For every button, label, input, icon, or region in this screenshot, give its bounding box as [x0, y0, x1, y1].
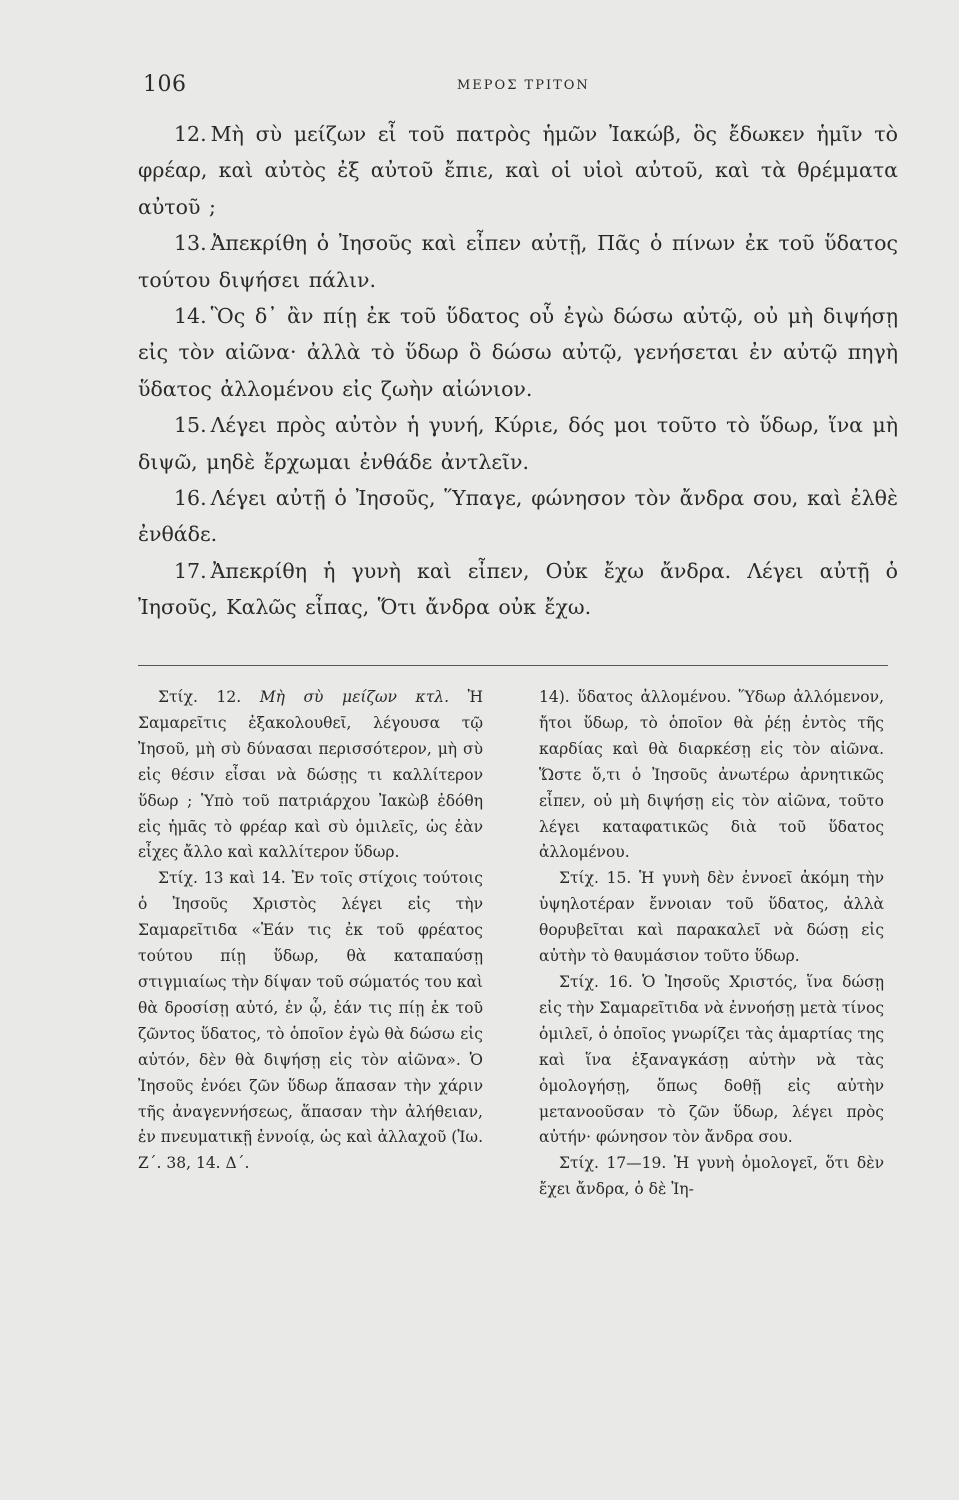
page-header [0, 72, 959, 102]
page-number: 106 [143, 72, 187, 97]
commentary-right-column [539, 685, 884, 1203]
note-verse-15: Στίχ. 15. Ἡ γυνὴ δὲν ἐννοεῖ ἀκόμη τὴν ὑψηλοτέραν ἔννοιαν τοῦ ὕδατος, ἀλλὰ θορυβεῖται καὶ παρακαλεῖ νὰ δώσῃ εἰς αὐτὴν τὸ θαυμάσιον τοῦτο ὕδωρ. [539, 869, 885, 966]
commentary-left-column [138, 685, 483, 1177]
verse-15: 15. Λέγει πρὸς αὐτὸν ἡ γυνή, Κύριε, δός μοι τοῦτο τὸ ὕδωρ, ἵνα μὴ διψῶ, μηδὲ ἔρχωμαι ἐνθάδε ἀντλεῖν. [138, 413, 898, 474]
running-title: ΜΕΡΟΣ ΤΡΙΤΟΝ [457, 78, 590, 93]
verse-13: 13. Ἀπεκρίθη ὁ Ἰησοῦς καὶ εἶπεν αὐτῇ, Πᾶς ὁ πίνων ἐκ τοῦ ὕδατος τούτου διψήσει πάλιν. [138, 231, 898, 292]
verse-17: 17. Ἀπεκρίθη ἡ γυνὴ καὶ εἶπεν, Οὐκ ἔχω ἄνδρα. Λέγει αὐτῇ ὁ Ἰησοῦς, Καλῶς εἶπας, Ὅτι ἄνδρα οὐκ ἔχω. [138, 558, 898, 620]
note-verse-13-14: Στίχ. 13 καὶ 14. Ἐν τοῖς στίχοις τούτοις ὁ Ἰησοῦς Χριστὸς λέγει εἰς τὴν Σαμαρεῖτιδα «Ἐάν τις ἐκ τοῦ φρέατος τούτου πίῃ ὕδωρ, θὰ καταπαύσῃ στιγμιαίως τὴν δίψαν τοῦ σώματός του καὶ θὰ δροσίσῃ αὐτό, ἐν ᾧ, ἐάν τις πίῃ ἐκ τοῦ ζῶντος ὕδατος, τὸ ὁποῖον ἐγὼ θὰ δώσω εἰς αὐτόν, δὲν θὰ διψήσῃ εἰς τὸν αἰῶνα». Ὁ Ἰησοῦς ἐνόει ζῶν ὕδωρ ἅπασαν τὴν χάριν τῆς ἀναγεννήσεως, ἅπασαν τὴν ἀλήθειαν, ἐν πνευματικῇ ἐννοίᾳ, ὡς καὶ ἀλλαχοῦ (Ἰω. Ζ΄. 38, 14. Δ΄. [138, 869, 483, 1173]
note-verse-12: Στίχ. 12. Μὴ σὺ μείζων κτλ. Ἡ Σαμαρεῖτις ἐξακολουθεῖ, λέγουσα τῷ Ἰησοῦ, μὴ σὺ δύνασαι περισσότερον, μὴ σὺ εἰς θέσιν εἶσαι νὰ δώσῃς τι καλλίτερον ὕδωρ ; Ὑπὸ τοῦ πατριάρχου Ἰακὼβ ἐδόθη εἰς ἡμᾶς τὸ φρέαρ καὶ σὺ ὁμιλεῖς, ὡς ἐὰν εἶχες ἄλλο καὶ καλλίτερον ὕδωρ. [138, 688, 483, 862]
verse-14: 14. Ὃς δ᾽ ἂν πίῃ ἐκ τοῦ ὕδατος οὗ ἐγὼ δώσω αὐτῷ, οὐ μὴ διψήσῃ εἰς τὸν αἰῶνα· ἀλλὰ τὸ ὕδωρ ὃ δώσω αὐτῷ, γενήσεται ἐν αὐτῷ πηγὴ ὕδατος ἀλλομένου εἰς ζωὴν αἰώνιον. [138, 304, 898, 401]
scripture-text [138, 116, 898, 626]
note-verse-17-19: Στίχ. 17—19. Ἡ γυνὴ ὁμολογεῖ, ὅτι δὲν ἔχει ἄνδρα, ὁ δὲ Ἰη- [539, 1154, 884, 1199]
verse-16: 16. Λέγει αὐτῇ ὁ Ἰησοῦς, Ὕπαγε, φώνησον τὸν ἄνδρα σου, καὶ ἐλθὲ ἐνθάδε. [138, 486, 898, 547]
note-verse-16: Στίχ. 16. Ὁ Ἰησοῦς Χριστός, ἵνα δώσῃ εἰς τὴν Σαμαρεῖτιδα νὰ ἐννοήσῃ μετὰ τίνος ὁμιλεῖ, ὁ ὁποῖος γνωρίζει τὰς ἁμαρτίας της καὶ ἵνα ἐξαναγκάσῃ αὐτὴν νὰ τὰς ὁμολογήσῃ, ὅπως δοθῇ εἰς αὐτὴν μετανοοῦσαν τὸ ζῶν ὕδωρ, λέγει πρὸς αὐτήν· φώνησον τὸν ἄνδρα σου. [539, 972, 884, 1147]
footnote-divider [138, 665, 888, 666]
verse-12: 12. Μὴ σὺ μείζων εἶ τοῦ πατρὸς ἡμῶν Ἰακώβ, ὃς ἔδωκεν ἡμῖν τὸ φρέαρ, καὶ αὐτὸς ἐξ αὐτοῦ ἔπιε, καὶ οἱ υἱοὶ αὐτοῦ, καὶ τὰ θρέμματα αὐτοῦ ; [138, 122, 898, 219]
note-verse-14-cont: 14). ὕδατος ἀλλομένου. Ὕδωρ ἀλλόμενον, ἤτοι ὕδωρ, τὸ ὁποῖον θὰ ῥέῃ ἐντὸς τῆς καρδίας καὶ θὰ διαρκέσῃ εἰς τὸν αἰῶνα. Ὥστε ὅ,τι ὁ Ἰησοῦς ἀνωτέρω ἀρνητικῶς εἶπεν, οὐ μὴ διψήσῃ εἰς τὸν αἰῶνα, τοῦτο λέγει καταφατικῶς διὰ τοῦ ὕδατος ἀλλομένου. [539, 688, 884, 862]
